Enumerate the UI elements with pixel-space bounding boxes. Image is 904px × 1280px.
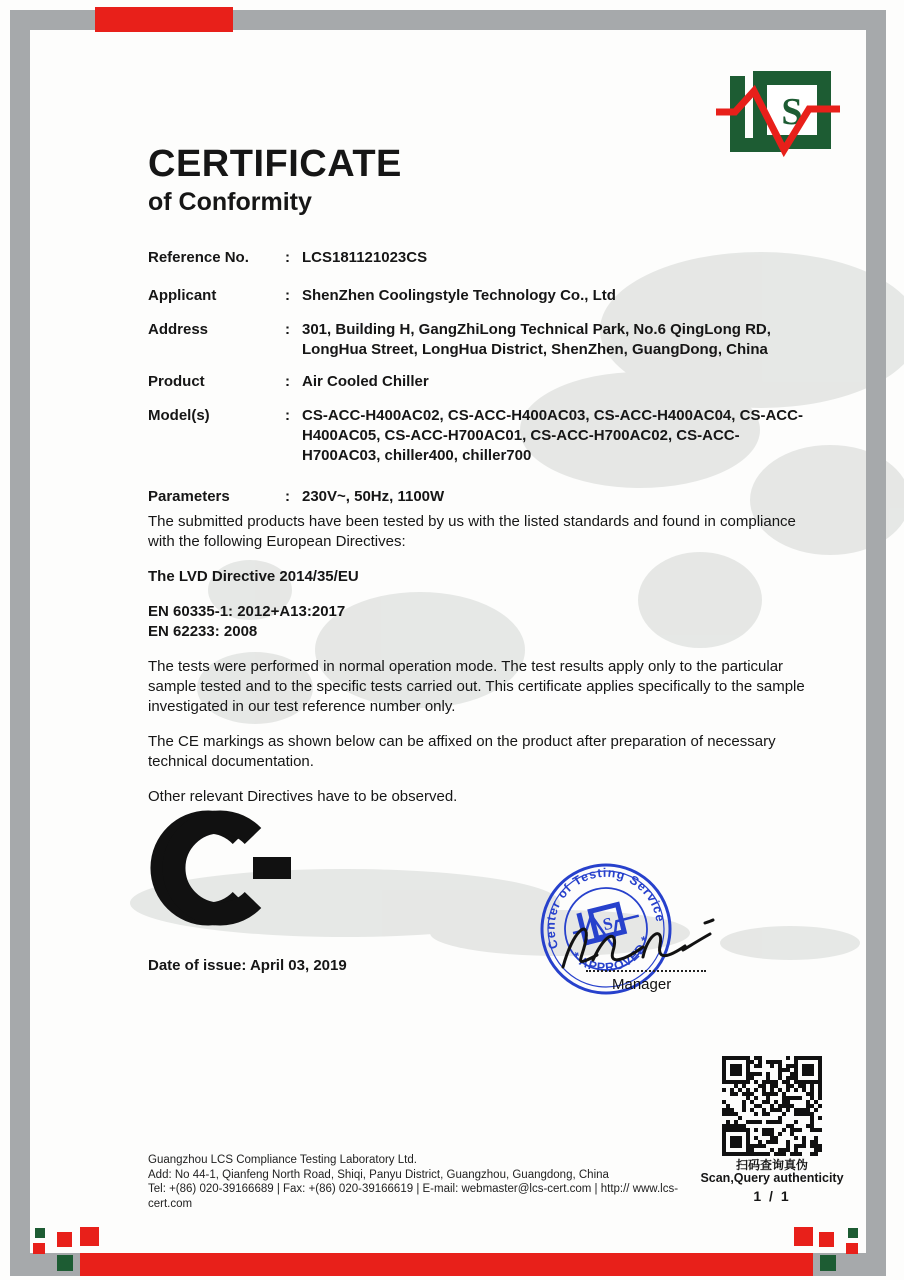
field-value: 301, Building H, GangZhiLong Technical Park, No.6 QingLong RD, LongHua Street, LongHua District, ShenZhen, GuangDong, China <box>302 321 771 358</box>
deco-square <box>819 1232 834 1247</box>
deco-square <box>57 1255 73 1271</box>
qr-code <box>722 1056 822 1156</box>
paragraph-intro: The submitted products have been tested by us with the listed standards and found in compliance with the following European Directives: <box>148 513 796 550</box>
deco-square <box>820 1255 836 1271</box>
paragraph-tests: The tests were performed in normal operation mode. The test results apply only to the particular sample tested and to the specific tests carried out. This certificate applies specifically to the sample investigated in our test reference number only. <box>148 658 805 715</box>
frame-left <box>10 10 30 1276</box>
standard-line: EN 62233: 2008 <box>148 623 258 640</box>
directive-line: The LVD Directive 2014/35/EU <box>148 568 359 585</box>
qr-caption-en: Scan,Query authenticity <box>700 1171 844 1185</box>
field-parameters <box>148 487 828 507</box>
field-applicant <box>148 286 828 306</box>
page-indicator: 1 / 1 <box>753 1188 791 1204</box>
deco-square <box>794 1227 813 1246</box>
field-label: Parameters <box>148 488 230 505</box>
stamp-top-text: Center of Testing Service <box>543 865 668 951</box>
frame-bottom-red-bar <box>80 1253 813 1276</box>
certificate-fields <box>148 248 828 507</box>
field-value: ShenZhen Coolingstyle Technology Co., Ltd <box>302 287 616 304</box>
field-label: Address <box>148 321 209 338</box>
footer-address: Add: No 44-1, Qianfeng North Road, Shiqi, Panyu District, Guangzhou, Guangdong, China <box>148 1168 609 1181</box>
field-models <box>148 406 828 466</box>
deco-square <box>80 1227 99 1246</box>
qr-caption-zh: 扫码查询真伪 <box>735 1158 808 1172</box>
field-colon: : <box>285 407 290 424</box>
lcs-logo <box>714 64 848 168</box>
signature-line <box>586 970 706 972</box>
signer-title: Manager <box>612 976 672 993</box>
field-colon: : <box>285 287 290 304</box>
field-label: Reference No. <box>148 249 249 266</box>
field-label: Model(s) <box>148 407 210 424</box>
stamp-bottom-text: * APPROVED * <box>568 933 654 975</box>
field-colon: : <box>285 321 290 338</box>
standards-list <box>148 602 805 642</box>
stamp-center-letter: S <box>600 913 615 935</box>
standard-line: EN 60335-1: 2012+A13:2017 <box>148 603 346 620</box>
deco-square <box>35 1228 45 1238</box>
title-block <box>148 144 402 217</box>
field-value: CS-ACC-H400AC02, CS-ACC-H400AC03, CS-ACC-H400AC04, CS-ACC-H400AC05, CS-ACC-H700AC01, CS-ACC-H700AC02, CS-ACC-H700AC03, chiller400, chiller700 <box>302 407 803 464</box>
field-colon: : <box>285 249 290 266</box>
field-label: Product <box>148 373 205 390</box>
field-address <box>148 320 828 360</box>
footer-company: Guangzhou LCS Compliance Testing Laboratory Ltd. <box>148 1154 417 1166</box>
page-subtitle: of Conformity <box>148 188 312 216</box>
paragraph-ce-markings: The CE markings as shown below can be affixed on the product after preparation of necessary technical documentation. <box>148 733 776 770</box>
field-value: 230V~, 50Hz, 1100W <box>302 488 445 505</box>
deco-square <box>57 1232 72 1247</box>
ce-marking <box>146 810 322 926</box>
frame-right <box>866 10 886 1276</box>
field-reference-no <box>148 248 828 268</box>
body-text <box>148 512 805 822</box>
deco-square <box>848 1228 858 1238</box>
field-colon: : <box>285 373 290 390</box>
lcs-logo-letter: S <box>781 91 803 133</box>
deco-square <box>33 1243 45 1254</box>
footer-contact: Tel: +(86) 020-39166689 | Fax: +(86) 020-39166619 | E-mail: webmaster@lcs-cert.com | http:// www.lcs-cert.com <box>148 1183 679 1210</box>
field-label: Applicant <box>148 287 217 304</box>
date-of-issue: Date of issue: April 03, 2019 <box>148 957 347 974</box>
field-value: Air Cooled Chiller <box>302 373 429 390</box>
footer <box>148 1153 688 1211</box>
deco-square <box>846 1243 858 1254</box>
frame-top-red-accent <box>95 7 233 32</box>
field-value: LCS181121023CS <box>302 249 428 266</box>
paragraph-other-directives: Other relevant Directives have to be observed. <box>148 788 458 805</box>
field-product <box>148 372 828 392</box>
field-colon: : <box>285 488 290 505</box>
page-title: CERTIFICATE <box>148 143 402 185</box>
